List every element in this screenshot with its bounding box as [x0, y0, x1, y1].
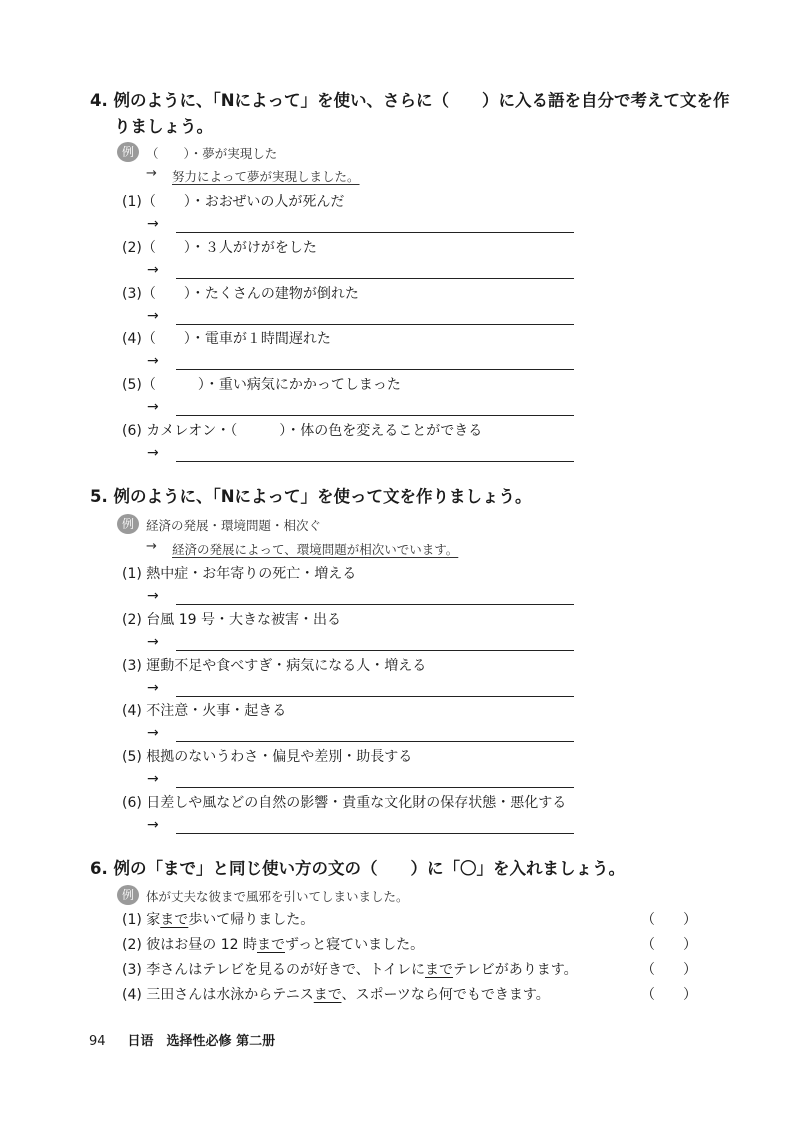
q5-item-5-prompt: (5) 根拠のないうわさ・偏見や差別・助長する — [122, 749, 413, 765]
q5-item-6-answer-line[interactable] — [176, 833, 574, 834]
underlined-made: まで — [313, 987, 342, 1003]
q5-item-1-answer-line[interactable] — [176, 604, 574, 605]
arrow-icon: → — [147, 634, 159, 650]
example-badge: 例 — [117, 514, 139, 534]
q5-item-1-prompt: (1) 熱中症・お年寄りの死亡・増える — [122, 566, 357, 582]
underlined-made: まで — [425, 962, 454, 978]
arrow-icon: → — [147, 588, 159, 604]
page-footer — [89, 1030, 275, 1049]
q4-item-1-answer-line[interactable] — [176, 232, 574, 233]
arrow-icon: → — [147, 817, 159, 833]
underlined-made: まで — [257, 937, 285, 953]
arrow-icon: → — [147, 353, 159, 369]
example-answer: 努力によって夢が実現しました。 — [172, 169, 360, 184]
book-title: 日语 选择性必修 第二册 — [127, 1034, 276, 1049]
q4-item-4-answer-line[interactable] — [176, 369, 574, 370]
q6-item-2-sentence: (2) 彼はお昼の 12 時までずっと寝ていました。 — [122, 937, 425, 953]
q6-item-4-sentence: (4) 三田さんは水泳からテニスまで、スポーツなら何でもできます。 — [122, 987, 550, 1003]
q4-item-2-answer-line[interactable] — [176, 278, 574, 279]
example-badge: 例 — [117, 885, 139, 905]
arrow-icon: → — [147, 680, 159, 696]
example-answer: 経済の発展によって、環境問題が相次いでいます。 — [172, 542, 459, 557]
underlined-made: まで — [160, 912, 189, 928]
question-5-title: 5. 例のように、「Nによって」を使って文を作りましょう。 — [90, 487, 532, 506]
q6-item-1-sentence: (1) 家まで歩いて帰りました。 — [122, 912, 315, 928]
q5-item-4-prompt: (4) 不注意・火事・起きる — [122, 703, 287, 719]
question-6-title: 6. 例の「まで」と同じ使い方の文の（ ）に「〇」を入れましょう。 — [90, 859, 625, 878]
arrow-icon: → — [147, 399, 159, 415]
q4-item-5-prompt: (5)（ ）・重い病気にかかってしまった — [122, 377, 401, 393]
q4-item-6-prompt: (6) カメレオン・（ ）・体の色を変えることができる — [122, 423, 483, 439]
q5-item-2-answer-line[interactable] — [176, 650, 574, 651]
q5-item-4-answer-line[interactable] — [176, 741, 574, 742]
example-badge: 例 — [117, 142, 139, 162]
q4-item-1-prompt: (1)（ ）・おおぜいの人が死んだ — [122, 194, 345, 210]
q4-item-5-answer-line[interactable] — [176, 415, 574, 416]
q5-item-3-prompt: (3) 運動不足や食べすぎ・病気になる人・増える — [122, 658, 427, 674]
example-arrow: → — [146, 166, 157, 181]
example-prompt: 経済の発展・環境問題・相次ぐ — [146, 518, 322, 533]
arrow-icon: → — [147, 771, 159, 787]
q4-item-2-prompt: (2)（ ）・３人がけがをした — [122, 240, 317, 256]
q6-item-1-answer-box[interactable]: （ ） — [641, 912, 697, 928]
arrow-icon: → — [147, 308, 159, 324]
example-sentence: 体が丈夫な彼まで風邪を引いてしまいました。 — [146, 889, 409, 904]
q5-item-6-prompt: (6) 日差しや風などの自然の影響・貴重な文化財の保存状態・悪化する — [122, 795, 567, 811]
example-prompt: （ ）・夢が実現した — [146, 146, 278, 161]
arrow-icon: → — [147, 445, 159, 461]
q6-item-3-answer-box[interactable]: （ ） — [641, 962, 697, 978]
q6-item-2-answer-box[interactable]: （ ） — [641, 937, 697, 953]
arrow-icon: → — [147, 262, 159, 278]
q5-item-5-answer-line[interactable] — [176, 787, 574, 788]
arrow-icon: → — [147, 725, 159, 741]
q4-item-4-prompt: (4)（ ）・電車が１時間遅れた — [122, 331, 331, 347]
q6-item-4-answer-box[interactable]: （ ） — [641, 987, 697, 1003]
arrow-icon: → — [147, 216, 159, 232]
question-4-title: 4. 例のように、「Nによって」を使い、さらに（ ）に入る語を自分で考えて文を作 りましょう。 — [90, 91, 730, 136]
q5-item-3-answer-line[interactable] — [176, 696, 574, 697]
q5-item-2-prompt: (2) 台風 19 号・大きな被害・出る — [122, 612, 341, 628]
page-number: 94 — [89, 1034, 106, 1049]
q6-item-3-sentence: (3) 李さんはテレビを見るのが好きで、トイレにまでテレビがあります。 — [122, 962, 578, 978]
example-arrow: → — [146, 539, 157, 554]
q4-item-3-answer-line[interactable] — [176, 324, 574, 325]
q4-item-3-prompt: (3)（ ）・たくさんの建物が倒れた — [122, 286, 359, 302]
q4-item-6-answer-line[interactable] — [176, 461, 574, 462]
